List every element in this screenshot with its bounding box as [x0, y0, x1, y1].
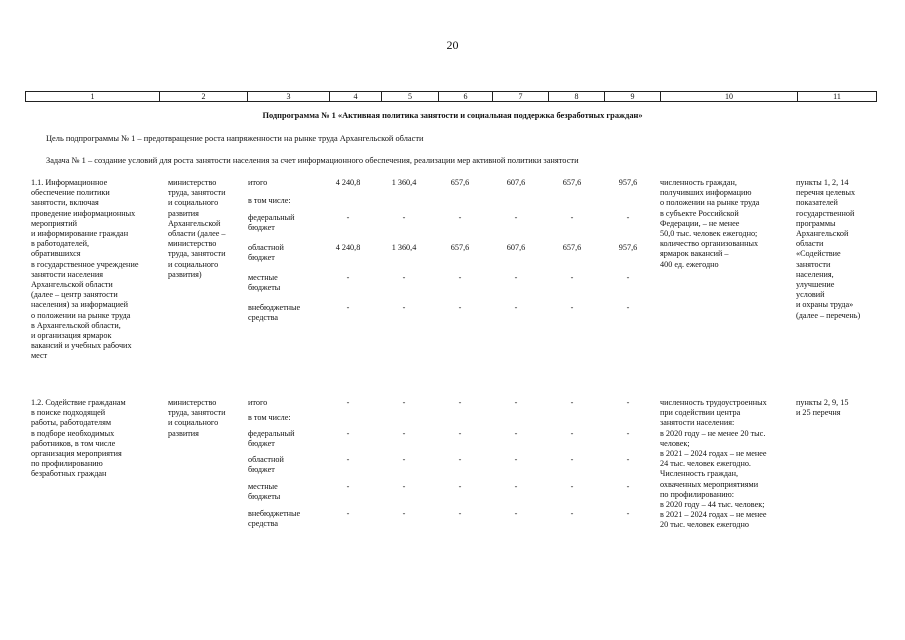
funding-source-label: в том числе:	[248, 196, 291, 205]
column-number: 8	[549, 92, 605, 102]
indicator-link: пункты 2, 9, 15 и 25 перечня	[796, 398, 849, 418]
funding-value: -	[346, 509, 350, 518]
funding-value: -	[346, 429, 350, 438]
funding-source-label: федеральный бюджет	[248, 213, 295, 233]
funding-value: -	[514, 213, 518, 222]
funding-source-label: областной бюджет	[248, 455, 284, 475]
funding-value: 607,6	[506, 178, 526, 187]
funding-value: -	[458, 429, 462, 438]
funding-value: -	[402, 398, 406, 407]
funding-value: -	[402, 482, 406, 491]
column-number: 11	[798, 92, 877, 102]
funding-value: -	[458, 482, 462, 491]
funding-source-label: областной бюджет	[248, 243, 284, 263]
funding-value: -	[514, 509, 518, 518]
column-number: 6	[439, 92, 493, 102]
funding-value: -	[570, 455, 574, 464]
funding-value: -	[402, 455, 406, 464]
funding-value: -	[458, 398, 462, 407]
funding-value: -	[570, 509, 574, 518]
funding-value: -	[402, 429, 406, 438]
column-number: 2	[160, 92, 248, 102]
funding-value: -	[346, 482, 350, 491]
funding-source-label: итого	[248, 178, 268, 187]
subprogram-task: Задача № 1 – создание условий для роста занятости населения за счет информационного обеспечения, реализации мер активной политики занятости	[46, 156, 579, 165]
funding-value: -	[458, 509, 462, 518]
funding-value: -	[402, 213, 406, 222]
subprogram-goal: Цель подпрограммы № 1 – предотвращение роста напряженности на рынке труда Архангельской области	[46, 134, 424, 143]
funding-value: -	[458, 213, 462, 222]
funding-value: -	[402, 273, 406, 282]
funding-value: -	[514, 482, 518, 491]
funding-value: -	[514, 455, 518, 464]
funding-value: 4 240,8	[335, 243, 361, 252]
funding-value: -	[626, 482, 630, 491]
measure-executor: министерство труда, занятости и социального развития Архангельской области (далее – министерство труда, занятости и социального развития)	[168, 178, 226, 279]
column-number: 9	[605, 92, 661, 102]
funding-value: 957,6	[618, 178, 638, 187]
funding-value: -	[626, 303, 630, 312]
funding-value: 657,6	[562, 178, 582, 187]
subprogram-title: Подпрограмма № 1 «Активная политика занятости и социальная поддержка безработных граждан»	[262, 111, 643, 120]
funding-value: -	[346, 273, 350, 282]
funding-source-label: итого	[248, 398, 268, 407]
funding-source-label: внебюджетные средства	[248, 303, 301, 323]
column-number: 1	[26, 92, 160, 102]
funding-value: -	[626, 455, 630, 464]
measure-name: 1.1. Информационное обеспечение политики занятости, включая проведение информационных мероприятий и информирование граждан в работодателей, обратившихся в государственное учреждение занятости населения Архангельской области (далее – центр занятости населения) за информацией о положении на рынке труда в Архангельской области, и организация ярмарок вакансий и учебных рабочих мест	[31, 178, 139, 361]
funding-value: -	[626, 273, 630, 282]
funding-value: -	[570, 303, 574, 312]
funding-value: -	[458, 273, 462, 282]
funding-value: 657,6	[562, 243, 582, 252]
funding-value: -	[346, 213, 350, 222]
funding-value: -	[570, 213, 574, 222]
funding-value: -	[402, 303, 406, 312]
funding-value: -	[514, 273, 518, 282]
measure-executor: министерство труда, занятости и социального развития	[168, 398, 226, 438]
column-number: 10	[661, 92, 798, 102]
page-number: 20	[446, 38, 459, 52]
column-number: 5	[382, 92, 439, 102]
funding-value: -	[570, 273, 574, 282]
funding-source-label: в том числе:	[248, 413, 291, 422]
funding-value: -	[346, 455, 350, 464]
funding-value: -	[514, 303, 518, 312]
funding-value: 957,6	[618, 243, 638, 252]
funding-value: 657,6	[450, 243, 470, 252]
funding-value: -	[626, 398, 630, 407]
funding-value: -	[514, 398, 518, 407]
funding-value: -	[346, 303, 350, 312]
funding-source-label: внебюджетные средства	[248, 509, 301, 529]
column-number: 3	[248, 92, 330, 102]
funding-value: -	[570, 429, 574, 438]
funding-value: -	[346, 398, 350, 407]
funding-value: -	[570, 482, 574, 491]
funding-value: -	[458, 303, 462, 312]
funding-value: 607,6	[506, 243, 526, 252]
funding-value: -	[514, 429, 518, 438]
column-number: 4	[330, 92, 382, 102]
funding-source-label: местные бюджеты	[248, 273, 281, 293]
funding-value: 4 240,8	[335, 178, 361, 187]
funding-value: -	[626, 213, 630, 222]
funding-value: -	[626, 429, 630, 438]
expected-result: численность трудоустроенных при содействии центра занятости населения: в 2020 году – не менее 20 тыс. человек; в 2021 – 2024 годах – не менее 24 тыс. человек ежегодно. Численность граждан, охваченных мероприятиями по профилированию: в 2020 году – 44 тыс. человек; в 2021 – 2024 годах – не менее 20 тыс. человек ежегодно	[660, 398, 767, 530]
funding-value: -	[570, 398, 574, 407]
funding-source-label: федеральный бюджет	[248, 429, 295, 449]
column-number: 7	[493, 92, 549, 102]
measure-name: 1.2. Содействие гражданам в поиске подходящей работы, работодателям в подборе необходимых работников, в том числе организация мероприятия по профилированию безработных граждан	[31, 398, 126, 479]
funding-value: -	[626, 509, 630, 518]
funding-value: 1 360,4	[391, 243, 417, 252]
funding-value: -	[458, 455, 462, 464]
column-number-header	[25, 91, 877, 102]
funding-value: 1 360,4	[391, 178, 417, 187]
indicator-link: пункты 1, 2, 14 перечня целевых показателей государственной программы Архангельской области «Содействие занятости населения, улучшение условий и охраны труда» (далее – перечень)	[796, 178, 861, 320]
funding-source-label: местные бюджеты	[248, 482, 281, 502]
expected-result: численность граждан, получивших информацию о положении на рынке труда в субъекте Российской Федерации, – не менее 50,0 тыс. человек ежегодно; количество организованных ярмарок вакансий – 400 ед. ежегодно	[660, 178, 760, 269]
funding-value: -	[402, 509, 406, 518]
funding-value: 657,6	[450, 178, 470, 187]
